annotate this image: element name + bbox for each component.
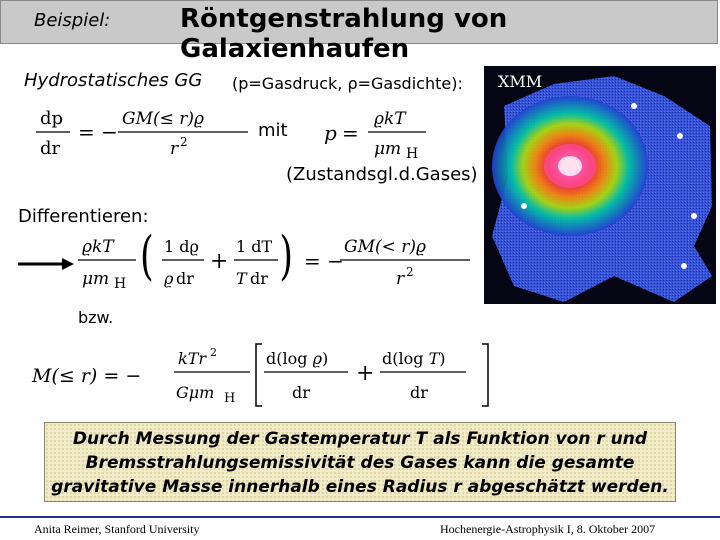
equation-mass (30, 340, 500, 412)
svg-text:1 dT: 1 dT (236, 237, 273, 256)
svg-text:r: r (170, 139, 179, 159)
conclusion-box (44, 422, 676, 502)
svg-text:1 dϱ: 1 dϱ (164, 237, 199, 256)
svg-text:H: H (114, 276, 127, 292)
svg-text:ϱkT: ϱkT (82, 237, 114, 257)
svg-text:μm: μm (82, 269, 110, 289)
xray-map (484, 66, 716, 304)
footer-divider (0, 516, 720, 518)
equation-gas-law (322, 102, 442, 164)
svg-text:d(log T): d(log T) (382, 349, 446, 368)
equation-differentiated (76, 228, 476, 300)
svg-text:dr: dr (292, 383, 310, 402)
svg-text:= −: = − (78, 120, 118, 144)
svg-text:dr: dr (250, 269, 268, 288)
page-title: Röntgenstrahlung von Galaxienhaufen (180, 4, 508, 64)
svg-text:): ) (279, 228, 293, 287)
header-label: Beispiel: (34, 10, 111, 31)
conclusion-line-2: Bremsstrahlungsemissivität des Gases kann die gesamte (85, 453, 635, 473)
mit-label: mit (258, 120, 288, 141)
svg-text:p: p (324, 121, 337, 145)
bzw-label: bzw. (78, 308, 114, 327)
svg-text:Gμm: Gμm (176, 383, 215, 402)
svg-text:2: 2 (210, 346, 217, 359)
svg-text:H: H (406, 146, 419, 162)
parameter-definitions: (p=Gasdruck, ρ=Gasdichte): (232, 74, 463, 93)
footer-author: Anita Reimer, Stanford University (34, 522, 200, 536)
svg-text:dr: dr (176, 269, 194, 288)
arrow-icon (18, 256, 76, 272)
svg-text:ϱ: ϱ (164, 269, 174, 288)
svg-text:μm: μm (374, 139, 402, 159)
svg-text:dr: dr (40, 138, 61, 159)
xmm-label: XMM (498, 72, 543, 91)
svg-text:ϱkT: ϱkT (374, 109, 406, 129)
svg-text:r: r (396, 269, 405, 289)
svg-text:M(≤ r) = −: M(≤ r) = − (32, 365, 142, 387)
svg-text:T: T (236, 269, 247, 288)
xmm-cluster-image (484, 66, 716, 304)
svg-text:H: H (224, 391, 236, 406)
conclusion-line-3: gravitative Masse innerhalb eines Radius r abgeschätzt werden. (51, 477, 669, 497)
equation-note: (Zustandsgl.d.Gases) (286, 164, 478, 185)
svg-text:2: 2 (406, 265, 414, 279)
svg-text:=: = (342, 121, 359, 145)
svg-text:d(log ϱ): d(log ϱ) (266, 349, 329, 368)
svg-text:dr: dr (410, 383, 428, 402)
svg-text:dp: dp (40, 108, 64, 129)
differentiate-label: Differentieren: (18, 206, 149, 227)
conclusion-line-1: Durch Messung der Gastemperatur T als Funktion von r und (72, 429, 648, 449)
svg-text:(: ( (140, 228, 154, 287)
svg-text:kTr: kTr (178, 349, 207, 368)
footer-course: Hochenergie-Astrophysik I, 8. Oktober 2007 (440, 522, 656, 536)
svg-text:+: + (210, 249, 229, 274)
hydrostatic-heading: Hydrostatisches GG (24, 70, 203, 91)
svg-text:2: 2 (180, 135, 188, 149)
svg-text:+: + (356, 361, 375, 386)
svg-text:GM(< r)ϱ: GM(< r)ϱ (344, 237, 427, 257)
svg-text:= −: = − (304, 249, 344, 273)
svg-text:GM(≤ r)ϱ: GM(≤ r)ϱ (122, 109, 205, 129)
equation-hydrostatic (30, 102, 260, 162)
